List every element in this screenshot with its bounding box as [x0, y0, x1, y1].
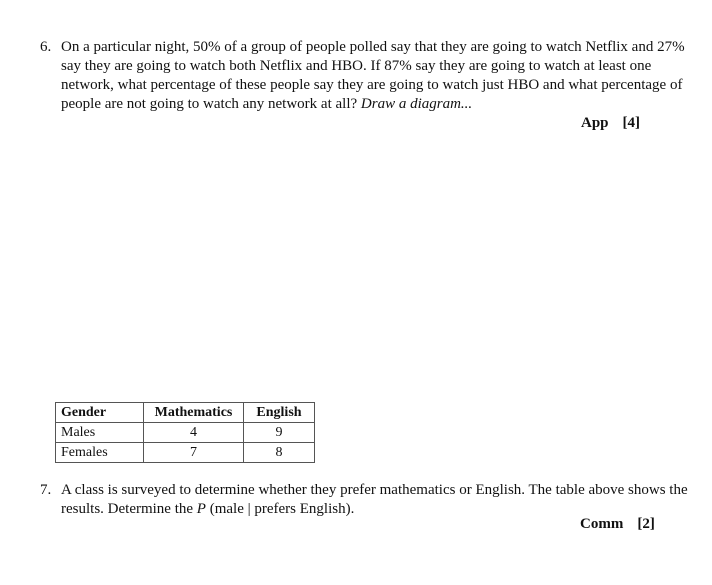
marks-value: [4]: [622, 115, 641, 131]
question-instruction: Draw a diagram...: [360, 96, 473, 112]
question-body: On a particular night, 50% of a group of people polled say that they are going to watch Netflix and 27% say they are going to watch both Netflix and HBO. If 87% say they are going to watch at least one network, what percentage of these people say they are going to watch just HBO and what percentage of people are not going to watch any network at all?: [61, 39, 685, 112]
question-number: 7.: [40, 482, 52, 498]
probability-variable: P: [196, 501, 206, 517]
marks-label: [581, 114, 654, 133]
question-number: 6.: [40, 39, 52, 55]
question-body-end: (male | prefers English).: [209, 501, 355, 517]
table-cell: 8: [244, 443, 315, 463]
question-6: [40, 38, 700, 114]
marks-label: [580, 515, 669, 534]
table-cell: 9: [244, 423, 315, 443]
table-header-cell: English: [244, 403, 315, 423]
results-table: [55, 402, 315, 463]
table-header-cell: Gender: [56, 403, 144, 423]
question-text: [61, 38, 697, 114]
marks-category: App: [581, 115, 609, 131]
question-7: [40, 481, 705, 519]
table-cell: 4: [144, 423, 244, 443]
table-header-row: [56, 403, 315, 423]
table-header-cell: Mathematics: [144, 403, 244, 423]
question-body: A class is surveyed to determine whether they prefer mathematics or English. The table above shows the results. Determine the: [61, 482, 688, 517]
table-cell: 7: [144, 443, 244, 463]
table-cell: Males: [56, 423, 144, 443]
table-row: [56, 443, 315, 463]
question-text: [61, 481, 697, 519]
marks-value: [2]: [637, 516, 655, 532]
table-cell: Females: [56, 443, 144, 463]
marks-category: Comm: [580, 516, 624, 532]
table-row: [56, 423, 315, 443]
